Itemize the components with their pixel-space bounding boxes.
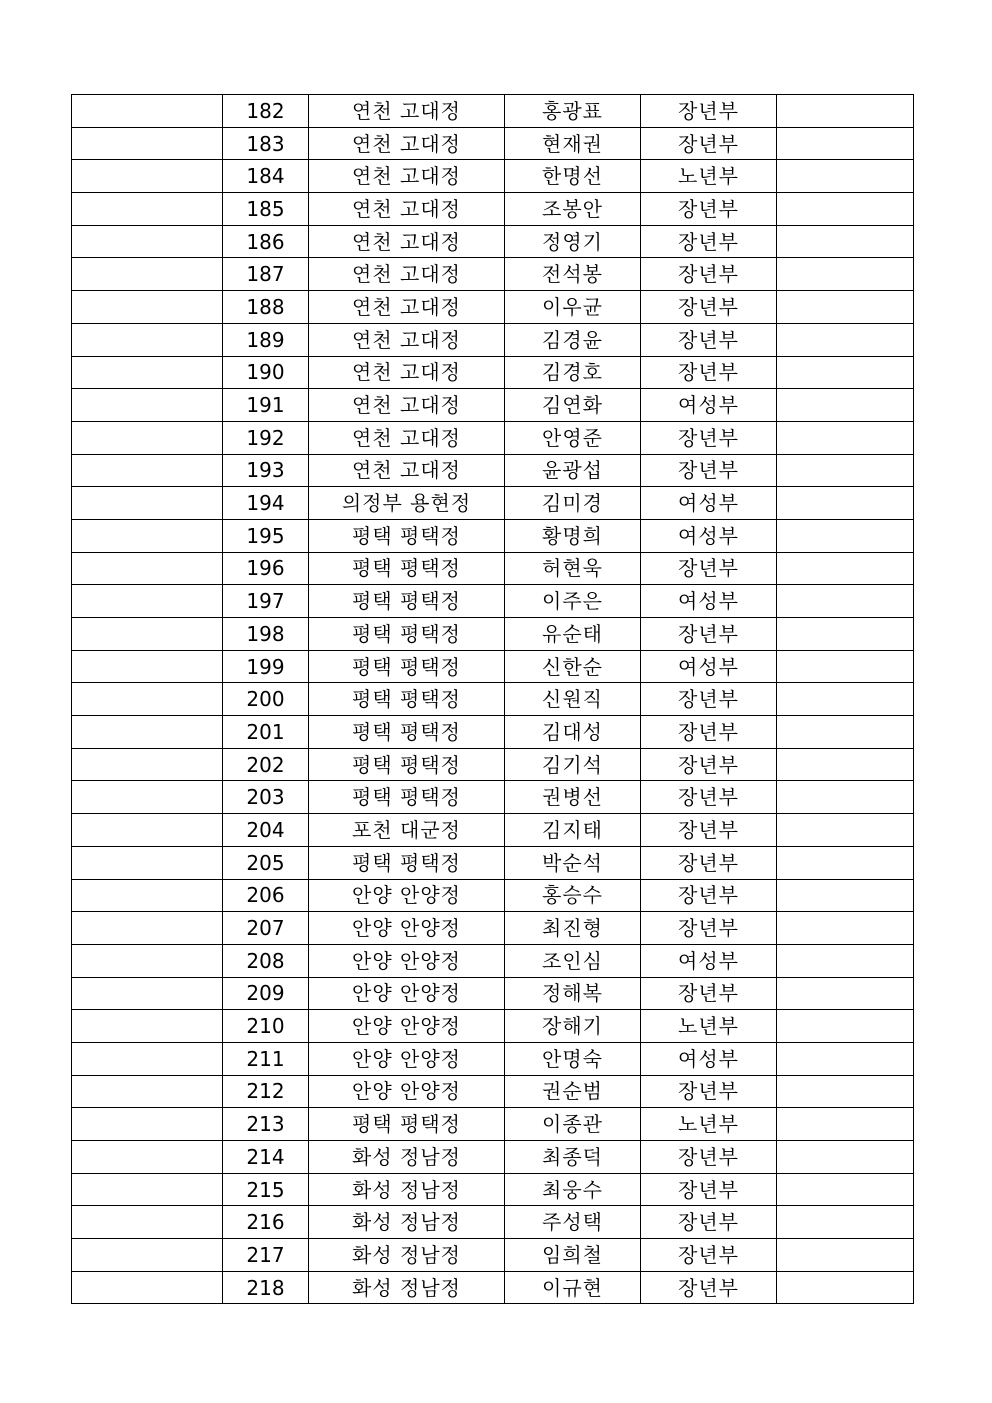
- name-cell: 이종관: [505, 1108, 641, 1141]
- blank-cell: [72, 1239, 223, 1272]
- number-cell: 183: [223, 127, 309, 160]
- table-row: [72, 95, 914, 128]
- branch-cell: 평택 평택정: [309, 618, 505, 651]
- division-cell: 장년부: [641, 1141, 777, 1174]
- name-cell: 안영준: [505, 421, 641, 454]
- blank-cell: [72, 356, 223, 389]
- name-cell: 장해기: [505, 1010, 641, 1043]
- division-cell: 장년부: [641, 421, 777, 454]
- blank-cell: [72, 95, 223, 128]
- blank-cell: [777, 944, 914, 977]
- number-cell: 190: [223, 356, 309, 389]
- name-cell: 안명숙: [505, 1042, 641, 1075]
- branch-cell: 화성 정남정: [309, 1271, 505, 1304]
- blank-cell: [72, 716, 223, 749]
- table-row: [72, 618, 914, 651]
- division-cell: 장년부: [641, 716, 777, 749]
- blank-cell: [777, 912, 914, 945]
- table-row: [72, 781, 914, 814]
- number-cell: 218: [223, 1271, 309, 1304]
- table-row: [72, 193, 914, 226]
- branch-cell: 연천 고대정: [309, 421, 505, 454]
- division-cell: 여성부: [641, 487, 777, 520]
- blank-cell: [72, 781, 223, 814]
- blank-cell: [777, 225, 914, 258]
- blank-cell: [777, 160, 914, 193]
- branch-cell: 연천 고대정: [309, 454, 505, 487]
- division-cell: 장년부: [641, 1075, 777, 1108]
- blank-cell: [777, 1173, 914, 1206]
- name-cell: 최웅수: [505, 1173, 641, 1206]
- division-cell: 장년부: [641, 1173, 777, 1206]
- name-cell: 임희철: [505, 1239, 641, 1272]
- blank-cell: [72, 291, 223, 324]
- table-row: [72, 716, 914, 749]
- division-cell: 장년부: [641, 912, 777, 945]
- name-cell: 신원직: [505, 683, 641, 716]
- branch-cell: 평택 평택정: [309, 1108, 505, 1141]
- number-cell: 197: [223, 585, 309, 618]
- branch-cell: 연천 고대정: [309, 323, 505, 356]
- number-cell: 206: [223, 879, 309, 912]
- table-row: [72, 944, 914, 977]
- blank-cell: [777, 454, 914, 487]
- name-cell: 조봉안: [505, 193, 641, 226]
- blank-cell: [72, 1075, 223, 1108]
- number-cell: 185: [223, 193, 309, 226]
- number-cell: 203: [223, 781, 309, 814]
- branch-cell: 평택 평택정: [309, 519, 505, 552]
- branch-cell: 평택 평택정: [309, 552, 505, 585]
- division-cell: 장년부: [641, 127, 777, 160]
- name-cell: 현재권: [505, 127, 641, 160]
- number-cell: 196: [223, 552, 309, 585]
- division-cell: 장년부: [641, 454, 777, 487]
- division-cell: 장년부: [641, 552, 777, 585]
- table-row: [72, 748, 914, 781]
- division-cell: 장년부: [641, 1206, 777, 1239]
- name-cell: 이주은: [505, 585, 641, 618]
- branch-cell: 연천 고대정: [309, 291, 505, 324]
- name-cell: 홍광표: [505, 95, 641, 128]
- blank-cell: [72, 944, 223, 977]
- participant-table-body: [72, 95, 914, 1304]
- blank-cell: [72, 127, 223, 160]
- number-cell: 187: [223, 258, 309, 291]
- table-row: [72, 225, 914, 258]
- division-cell: 여성부: [641, 519, 777, 552]
- blank-cell: [777, 977, 914, 1010]
- branch-cell: 안양 안양정: [309, 1010, 505, 1043]
- division-cell: 장년부: [641, 814, 777, 847]
- name-cell: 허현욱: [505, 552, 641, 585]
- blank-cell: [72, 552, 223, 585]
- number-cell: 193: [223, 454, 309, 487]
- branch-cell: 안양 안양정: [309, 879, 505, 912]
- blank-cell: [72, 1271, 223, 1304]
- number-cell: 212: [223, 1075, 309, 1108]
- branch-cell: 평택 평택정: [309, 748, 505, 781]
- blank-cell: [777, 683, 914, 716]
- division-cell: 여성부: [641, 650, 777, 683]
- blank-cell: [72, 225, 223, 258]
- table-row: [72, 814, 914, 847]
- division-cell: 장년부: [641, 291, 777, 324]
- table-row: [72, 977, 914, 1010]
- branch-cell: 의정부 용현정: [309, 487, 505, 520]
- division-cell: 장년부: [641, 846, 777, 879]
- blank-cell: [777, 1141, 914, 1174]
- name-cell: 조인심: [505, 944, 641, 977]
- blank-cell: [72, 454, 223, 487]
- table-row: [72, 127, 914, 160]
- number-cell: 200: [223, 683, 309, 716]
- branch-cell: 연천 고대정: [309, 193, 505, 226]
- division-cell: 여성부: [641, 585, 777, 618]
- branch-cell: 평택 평택정: [309, 650, 505, 683]
- table-row: [72, 487, 914, 520]
- branch-cell: 연천 고대정: [309, 356, 505, 389]
- blank-cell: [72, 977, 223, 1010]
- number-cell: 192: [223, 421, 309, 454]
- branch-cell: 연천 고대정: [309, 160, 505, 193]
- branch-cell: 안양 안양정: [309, 1042, 505, 1075]
- number-cell: 191: [223, 389, 309, 422]
- blank-cell: [72, 814, 223, 847]
- number-cell: 210: [223, 1010, 309, 1043]
- table-row: [72, 683, 914, 716]
- name-cell: 김경윤: [505, 323, 641, 356]
- table-row: [72, 356, 914, 389]
- name-cell: 전석봉: [505, 258, 641, 291]
- blank-cell: [777, 389, 914, 422]
- blank-cell: [777, 1206, 914, 1239]
- branch-cell: 화성 정남정: [309, 1206, 505, 1239]
- blank-cell: [777, 585, 914, 618]
- blank-cell: [72, 258, 223, 291]
- number-cell: 182: [223, 95, 309, 128]
- blank-cell: [777, 1239, 914, 1272]
- blank-cell: [777, 487, 914, 520]
- blank-cell: [777, 879, 914, 912]
- name-cell: 정영기: [505, 225, 641, 258]
- blank-cell: [777, 421, 914, 454]
- division-cell: 장년부: [641, 193, 777, 226]
- blank-cell: [72, 421, 223, 454]
- division-cell: 장년부: [641, 258, 777, 291]
- branch-cell: 평택 평택정: [309, 585, 505, 618]
- table-row: [72, 1206, 914, 1239]
- division-cell: 노년부: [641, 1010, 777, 1043]
- blank-cell: [72, 1042, 223, 1075]
- blank-cell: [72, 1010, 223, 1043]
- blank-cell: [777, 618, 914, 651]
- name-cell: 주성택: [505, 1206, 641, 1239]
- blank-cell: [72, 912, 223, 945]
- blank-cell: [777, 127, 914, 160]
- branch-cell: 화성 정남정: [309, 1239, 505, 1272]
- branch-cell: 평택 평택정: [309, 781, 505, 814]
- blank-cell: [777, 814, 914, 847]
- blank-cell: [777, 1042, 914, 1075]
- number-cell: 184: [223, 160, 309, 193]
- blank-cell: [72, 389, 223, 422]
- blank-cell: [777, 258, 914, 291]
- name-cell: 윤광섭: [505, 454, 641, 487]
- division-cell: 장년부: [641, 683, 777, 716]
- division-cell: 노년부: [641, 160, 777, 193]
- blank-cell: [777, 1271, 914, 1304]
- blank-cell: [777, 95, 914, 128]
- name-cell: 최종덕: [505, 1141, 641, 1174]
- blank-cell: [72, 650, 223, 683]
- blank-cell: [777, 716, 914, 749]
- blank-cell: [777, 323, 914, 356]
- name-cell: 박순석: [505, 846, 641, 879]
- table-row: [72, 1042, 914, 1075]
- table-row: [72, 912, 914, 945]
- number-cell: 188: [223, 291, 309, 324]
- branch-cell: 평택 평택정: [309, 846, 505, 879]
- table-row: [72, 1108, 914, 1141]
- table-row: [72, 519, 914, 552]
- blank-cell: [72, 1173, 223, 1206]
- name-cell: 홍승수: [505, 879, 641, 912]
- blank-cell: [72, 1141, 223, 1174]
- number-cell: 194: [223, 487, 309, 520]
- table-row: [72, 323, 914, 356]
- number-cell: 199: [223, 650, 309, 683]
- number-cell: 198: [223, 618, 309, 651]
- table-row: [72, 1010, 914, 1043]
- blank-cell: [72, 323, 223, 356]
- division-cell: 장년부: [641, 618, 777, 651]
- blank-cell: [72, 487, 223, 520]
- blank-cell: [777, 1010, 914, 1043]
- division-cell: 여성부: [641, 1042, 777, 1075]
- branch-cell: 안양 안양정: [309, 1075, 505, 1108]
- number-cell: 209: [223, 977, 309, 1010]
- branch-cell: 화성 정남정: [309, 1173, 505, 1206]
- number-cell: 189: [223, 323, 309, 356]
- blank-cell: [777, 1075, 914, 1108]
- blank-cell: [72, 1108, 223, 1141]
- table-row: [72, 585, 914, 618]
- name-cell: 유순태: [505, 618, 641, 651]
- branch-cell: 안양 안양정: [309, 977, 505, 1010]
- number-cell: 215: [223, 1173, 309, 1206]
- table-row: [72, 1075, 914, 1108]
- table-row: [72, 650, 914, 683]
- branch-cell: 평택 평택정: [309, 716, 505, 749]
- blank-cell: [72, 846, 223, 879]
- blank-cell: [72, 748, 223, 781]
- number-cell: 211: [223, 1042, 309, 1075]
- name-cell: 이규현: [505, 1271, 641, 1304]
- name-cell: 한명선: [505, 160, 641, 193]
- branch-cell: 안양 안양정: [309, 912, 505, 945]
- table-row: [72, 454, 914, 487]
- blank-cell: [72, 585, 223, 618]
- number-cell: 216: [223, 1206, 309, 1239]
- branch-cell: 연천 고대정: [309, 95, 505, 128]
- number-cell: 201: [223, 716, 309, 749]
- division-cell: 장년부: [641, 977, 777, 1010]
- blank-cell: [777, 846, 914, 879]
- blank-cell: [72, 879, 223, 912]
- division-cell: 노년부: [641, 1108, 777, 1141]
- name-cell: 권순범: [505, 1075, 641, 1108]
- blank-cell: [777, 781, 914, 814]
- number-cell: 217: [223, 1239, 309, 1272]
- branch-cell: 화성 정남정: [309, 1141, 505, 1174]
- table-row: [72, 160, 914, 193]
- blank-cell: [777, 748, 914, 781]
- participant-table: [71, 94, 914, 1304]
- branch-cell: 연천 고대정: [309, 225, 505, 258]
- number-cell: 214: [223, 1141, 309, 1174]
- name-cell: 김연화: [505, 389, 641, 422]
- blank-cell: [72, 519, 223, 552]
- division-cell: 여성부: [641, 944, 777, 977]
- branch-cell: 연천 고대정: [309, 389, 505, 422]
- division-cell: 장년부: [641, 356, 777, 389]
- blank-cell: [72, 683, 223, 716]
- name-cell: 신한순: [505, 650, 641, 683]
- number-cell: 195: [223, 519, 309, 552]
- table-row: [72, 1173, 914, 1206]
- blank-cell: [777, 193, 914, 226]
- division-cell: 장년부: [641, 225, 777, 258]
- name-cell: 김경호: [505, 356, 641, 389]
- branch-cell: 평택 평택정: [309, 683, 505, 716]
- table-row: [72, 291, 914, 324]
- table-row: [72, 389, 914, 422]
- table-row: [72, 846, 914, 879]
- table-row: [72, 552, 914, 585]
- name-cell: 김지태: [505, 814, 641, 847]
- table-row: [72, 879, 914, 912]
- branch-cell: 안양 안양정: [309, 944, 505, 977]
- number-cell: 186: [223, 225, 309, 258]
- branch-cell: 연천 고대정: [309, 127, 505, 160]
- table-row: [72, 1239, 914, 1272]
- number-cell: 204: [223, 814, 309, 847]
- name-cell: 황명희: [505, 519, 641, 552]
- blank-cell: [72, 160, 223, 193]
- name-cell: 정해복: [505, 977, 641, 1010]
- number-cell: 202: [223, 748, 309, 781]
- number-cell: 205: [223, 846, 309, 879]
- table-row: [72, 421, 914, 454]
- division-cell: 장년부: [641, 1239, 777, 1272]
- blank-cell: [72, 193, 223, 226]
- blank-cell: [777, 356, 914, 389]
- branch-cell: 포천 대군정: [309, 814, 505, 847]
- blank-cell: [72, 1206, 223, 1239]
- table-row: [72, 258, 914, 291]
- division-cell: 장년부: [641, 748, 777, 781]
- name-cell: 권병선: [505, 781, 641, 814]
- division-cell: 장년부: [641, 1271, 777, 1304]
- name-cell: 최진형: [505, 912, 641, 945]
- blank-cell: [777, 552, 914, 585]
- name-cell: 김대성: [505, 716, 641, 749]
- branch-cell: 연천 고대정: [309, 258, 505, 291]
- blank-cell: [777, 519, 914, 552]
- division-cell: 장년부: [641, 879, 777, 912]
- table-row: [72, 1141, 914, 1174]
- blank-cell: [777, 1108, 914, 1141]
- division-cell: 장년부: [641, 323, 777, 356]
- table-row: [72, 1271, 914, 1304]
- number-cell: 207: [223, 912, 309, 945]
- name-cell: 이우균: [505, 291, 641, 324]
- blank-cell: [72, 618, 223, 651]
- name-cell: 김기석: [505, 748, 641, 781]
- division-cell: 여성부: [641, 389, 777, 422]
- number-cell: 213: [223, 1108, 309, 1141]
- division-cell: 장년부: [641, 781, 777, 814]
- name-cell: 김미경: [505, 487, 641, 520]
- blank-cell: [777, 291, 914, 324]
- division-cell: 장년부: [641, 95, 777, 128]
- blank-cell: [777, 650, 914, 683]
- number-cell: 208: [223, 944, 309, 977]
